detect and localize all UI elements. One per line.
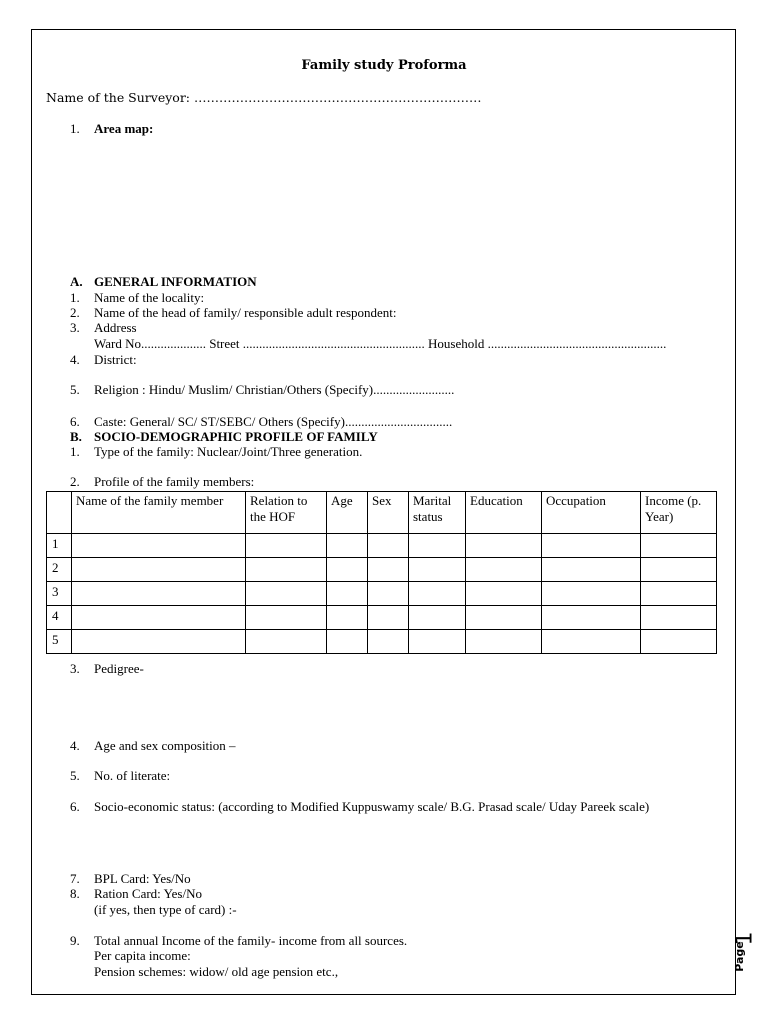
table-row (47, 558, 717, 582)
per-capita-income-field: Per capita income: (94, 948, 191, 963)
document-title: Family study Proforma (301, 58, 467, 73)
pension-schemes-field: Pension schemes: widow/ old age pension etc., (94, 964, 339, 979)
table-row (47, 582, 717, 606)
cell-age[interactable] (327, 606, 368, 630)
table-header-name: Name of the family member (72, 492, 246, 534)
table-header-age: Age (327, 492, 368, 534)
row-number: 1 (47, 534, 72, 558)
surveyor-name-line: Name of the Surveyor: …………………………………………………………… (46, 90, 482, 105)
cell-marital-status[interactable] (409, 558, 466, 582)
ration-card-type-field: (if yes, then type of card) :- (94, 902, 237, 917)
cell-name[interactable] (72, 582, 246, 606)
cell-education[interactable] (466, 534, 542, 558)
cell-education[interactable] (466, 582, 542, 606)
cell-name[interactable] (72, 606, 246, 630)
cell-age[interactable] (327, 582, 368, 606)
address-field: 3. Address (70, 320, 137, 335)
cell-relation[interactable] (246, 606, 327, 630)
row-number: 2 (47, 558, 72, 582)
cell-marital-status[interactable] (409, 582, 466, 606)
cell-age[interactable] (327, 630, 368, 654)
cell-sex[interactable] (368, 558, 409, 582)
family-members-table (46, 491, 717, 654)
cell-income[interactable] (641, 582, 717, 606)
cell-occupation[interactable] (542, 534, 641, 558)
table-row (47, 534, 717, 558)
cell-relation[interactable] (246, 582, 327, 606)
cell-sex[interactable] (368, 582, 409, 606)
cell-age[interactable] (327, 534, 368, 558)
ration-card-field: 8. Ration Card: Yes/No (70, 886, 202, 901)
page-text: Page (732, 941, 746, 972)
socio-economic-status-field: 6. Socio-economic status: (according to Modified Kuppuswamy scale/ B.G. Prasad scale/ Uday Pareek scale) (70, 799, 650, 814)
table-header-sex: Sex (368, 492, 409, 534)
cell-education[interactable] (466, 558, 542, 582)
area-map-heading: 1. Area map: (70, 121, 154, 136)
cell-relation[interactable] (246, 558, 327, 582)
family-profile-heading: 2. Profile of the family members: (70, 474, 255, 489)
literate-count-field: 5. No. of literate: (70, 768, 171, 783)
cell-sex[interactable] (368, 534, 409, 558)
locality-field: 1. Name of the locality: (70, 290, 205, 305)
table-header-index (47, 492, 72, 534)
table-header-education: Education (466, 492, 542, 534)
cell-occupation[interactable] (542, 630, 641, 654)
table-header-occupation: Occupation (542, 492, 641, 534)
cell-income[interactable] (641, 534, 717, 558)
cell-education[interactable] (466, 630, 542, 654)
pedigree-field: 3. Pedigree- (70, 661, 144, 676)
table-row (47, 606, 717, 630)
cell-name[interactable] (72, 534, 246, 558)
cell-income[interactable] (641, 606, 717, 630)
row-number: 5 (47, 630, 72, 654)
row-number: 4 (47, 606, 72, 630)
cell-occupation[interactable] (542, 582, 641, 606)
page-number-label (728, 930, 758, 976)
cell-age[interactable] (327, 558, 368, 582)
annual-income-field: 9. Total annual Income of the family- income from all sources. (70, 933, 408, 948)
religion-field: 5. Religion : Hindu/ Muslim/ Christian/Others (Specify)......................... (70, 382, 455, 397)
cell-relation[interactable] (246, 534, 327, 558)
row-number: 3 (47, 582, 72, 606)
table-header-relation: Relation to the HOF (246, 492, 327, 534)
cell-name[interactable] (72, 630, 246, 654)
cell-sex[interactable] (368, 606, 409, 630)
page-number: 1 (732, 931, 758, 946)
family-type-field: 1. Type of the family: Nuclear/Joint/Three generation. (70, 444, 363, 459)
cell-occupation[interactable] (542, 558, 641, 582)
section-a-heading: A. GENERAL INFORMATION (70, 274, 257, 289)
table-header-row (47, 492, 717, 534)
cell-marital-status[interactable] (409, 630, 466, 654)
cell-relation[interactable] (246, 630, 327, 654)
age-sex-composition-field: 4. Age and sex composition – (70, 738, 236, 753)
cell-name[interactable] (72, 558, 246, 582)
district-field: 4. District: (70, 352, 137, 367)
cell-education[interactable] (466, 606, 542, 630)
cell-marital-status[interactable] (409, 534, 466, 558)
table-header-marital-status: Marital status (409, 492, 466, 534)
cell-occupation[interactable] (542, 606, 641, 630)
address-ward-street-household: Ward No.................... Street ........................................................ Household ....................................................... (94, 336, 667, 351)
cell-income[interactable] (641, 558, 717, 582)
bpl-card-field: 7. BPL Card: Yes/No (70, 871, 191, 886)
section-b-heading: B. SOCIO-DEMOGRAPHIC PROFILE OF FAMILY (70, 429, 378, 444)
cell-marital-status[interactable] (409, 606, 466, 630)
cell-income[interactable] (641, 630, 717, 654)
table-row (47, 630, 717, 654)
cell-sex[interactable] (368, 630, 409, 654)
table-header-income: Income (p. Year) (641, 492, 717, 534)
caste-field: 6. Caste: General/ SC/ ST/SEBC/ Others (Specify)................................. (70, 414, 453, 429)
head-of-family-field: 2. Name of the head of family/ responsible adult respondent: (70, 305, 397, 320)
